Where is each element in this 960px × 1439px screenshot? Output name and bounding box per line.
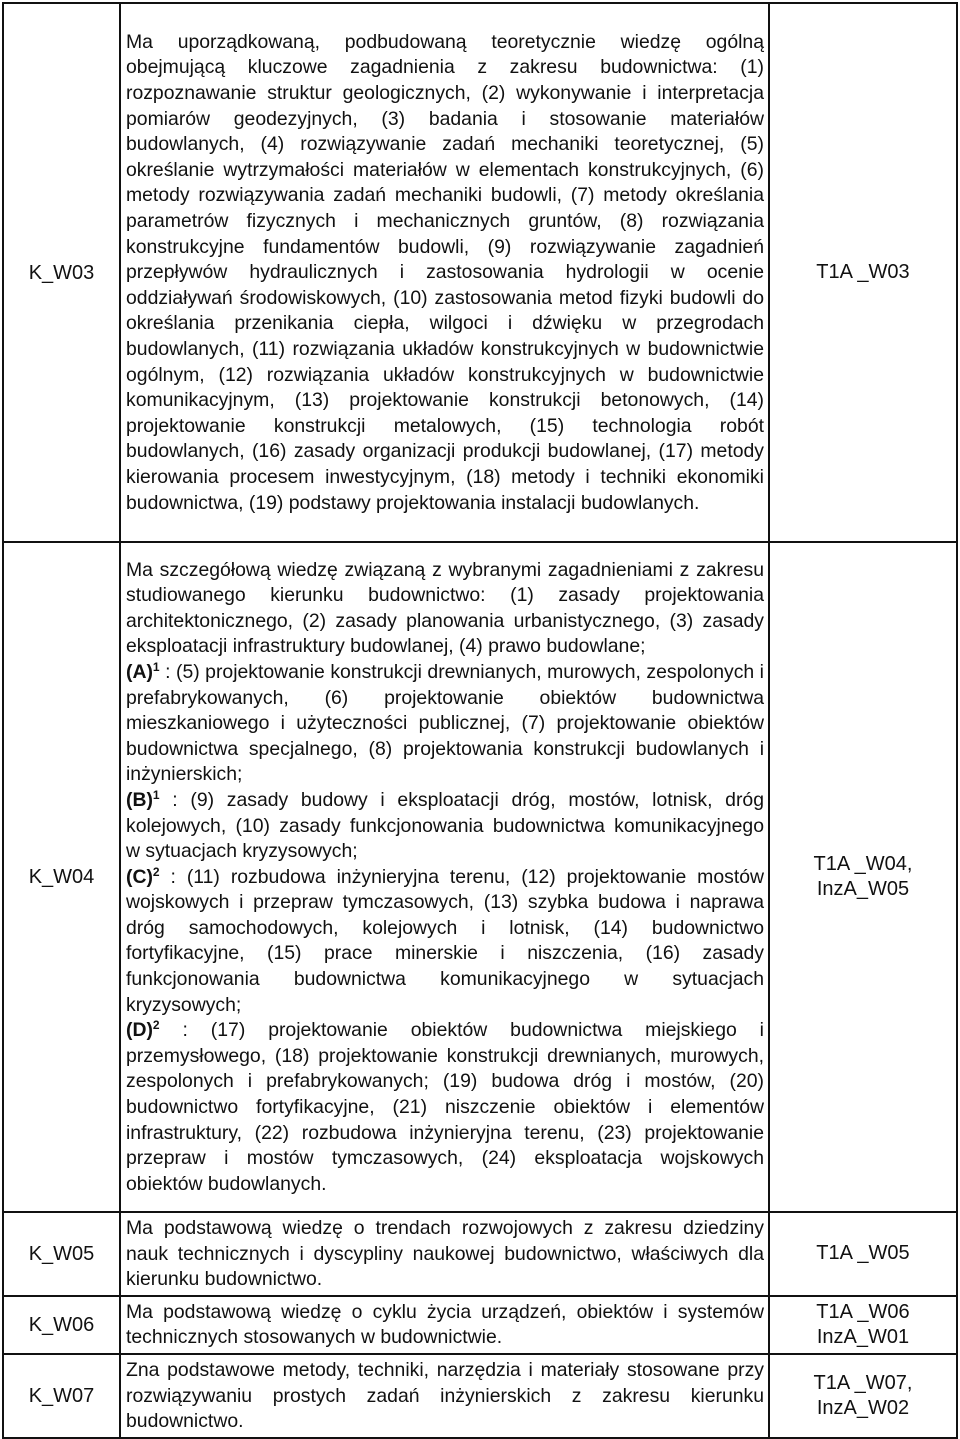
outcome-text: Zna podstawowe metody, techniki, narzędzia i materiały stosowane przy rozwiązywaniu prostych zadań inżynierskich z zakresu kierunku budownictwo. xyxy=(126,1358,764,1433)
reference-code: InzA_W01 xyxy=(816,1325,910,1348)
reference-code: InzA_W05 xyxy=(816,878,910,900)
outcome-text: Ma podstawową wiedzę o trendach rozwojowych z zakresu dziedziny nauk technicznych i dyscypliny naukowej budownictwo, właściwych dla kierunku budownictwo. xyxy=(126,1217,764,1291)
group-tag: (C) xyxy=(126,865,153,888)
reference-code: T1A _W05 xyxy=(816,1242,910,1265)
specialization-group xyxy=(126,865,764,1019)
table-row xyxy=(3,1354,957,1438)
group-footnote: 2 xyxy=(152,864,160,879)
reference-code: T1A _W06 xyxy=(816,1300,910,1323)
reference-code: T1A _W04, xyxy=(813,853,913,875)
outcome-description xyxy=(120,1212,769,1296)
outcome-code: K_W03 xyxy=(3,3,120,542)
specialization-group xyxy=(126,660,764,788)
group-footnote: 2 xyxy=(152,1018,160,1033)
outcome-description xyxy=(120,542,769,1212)
group-footnote: 1 xyxy=(152,659,160,674)
outcome-description xyxy=(120,1354,769,1438)
table-row xyxy=(3,1212,957,1296)
group-text: : (9) zasady budowy i eksploatacji dróg, mostów, lotnisk, dróg kolejowych, (10) zasady funkcjonowania budownictwa komunikacyjnego w sytuacjach kryzysowych; xyxy=(126,788,764,863)
outcome-text: Ma podstawową wiedzę o cyklu życia urządzeń, obiektów i systemów technicznych stosowanych w budownictwie. xyxy=(126,1300,764,1349)
outcome-code: K_W07 xyxy=(3,1354,120,1438)
group-tag: (D) xyxy=(126,1019,153,1042)
outcome-description xyxy=(120,3,769,542)
outcome-code: K_W05 xyxy=(3,1212,120,1296)
specialization-group xyxy=(126,788,764,865)
outcome-reference xyxy=(769,542,957,1212)
learning-outcomes-table xyxy=(2,2,958,1439)
table-row xyxy=(3,542,957,1212)
reference-code: T1A _W03 xyxy=(816,261,910,283)
outcome-reference xyxy=(769,1212,957,1296)
group-text: : (5) projektowanie konstrukcji drewnianych, murowych, zespolonych i prefabrykowanych, (6) projektowanie obiektów budownictwa mieszkaniowego i użyteczności publicznej, (7) projektowanie obiektów budownictwa specjalnego, (8) projektowania konstrukcji budowlanych i inżynierskich; xyxy=(126,660,764,786)
outcome-reference xyxy=(769,1354,957,1438)
table-row xyxy=(3,3,957,542)
group-text: : (11) rozbudowa inżynieryjna terenu, (12) projektowanie mostów wojskowych i przepraw tymczasowych, (13) szybka budowa i naprawa dróg samochodowych, kolejowych i lotnisk, (14) budownictwo fortyfikacyjne, (15) prace minerskie i niszczenia, (16) zasady funkcjonowania budownictwa komunikacyjnego w sytuacjach kryzysowych; xyxy=(126,865,764,1016)
group-tag: (B) xyxy=(126,788,153,811)
outcome-reference xyxy=(769,1296,957,1354)
reference-code: T1A _W07, xyxy=(813,1371,913,1394)
outcome-reference xyxy=(769,3,957,542)
group-tag: (A) xyxy=(126,660,153,683)
outcome-code: K_W06 xyxy=(3,1296,120,1354)
outcome-code: K_W04 xyxy=(3,542,120,1212)
table-row xyxy=(3,1296,957,1354)
group-text: : (17) projektowanie obiektów budownictwa miejskiego i przemysłowego, (18) projektowanie konstrukcji drewnianych, murowych, zespolonych i prefabrykowanych; (19) budowa dróg i mostów, (20) budownictwo fortyfikacyjne, (21) niszczenie obiektów i elementów infrastruktury, (22) rozbudowa inżynieryjna terenu, (23) projektowanie przepraw i mostów tymczasowych, (24) eksploatacja wojskowych obiektów budowlanych. xyxy=(126,1019,764,1195)
specialization-group xyxy=(126,1018,764,1197)
outcome-text: Ma uporządkowaną, podbudowaną teoretycznie wiedzę ogólną obejmującą kluczowe zagadnienia z zakresu budownictwa: (1) rozpoznawanie struktur geologicznych, (2) wykonywanie i interpretacja pomiarów geodezyjnych, (3) badania i stosowanie materiałów budowlanych, (4) rozwiązywanie zadań mechaniki teoretycznej, (5) określanie wytrzymałości materiałów w elementach konstrukcyjnych, (6) metody rozwiązywania zadań mechaniki budowli, (7) metody określania parametrów fizycznych i mechanicznych gruntów, (8) rozwiązania konstrukcyjne fundamentów budowli, (9) rozwiązywanie zagadnień przepływów hydraulicznych i zastosowania hydrologii w ocenie oddziaływań środowiskowych, (10) zastosowania metod fizyki budowli do określania przenikania ciepła, wilgoci i dźwięku w przegrodach budowlanych, (11) rozwiązania układów konstrukcyjnych w budownictwie ogólnym, (12) rozwiązania układów konstrukcyjnych w budownictwie komunikacyjnym, (13) projektowanie konstrukcji betonowych, (14) projektowanie konstrukcji metalowych, (15) technologia robót budowlanych, (16) zasady organizacji produkcji budowlanej, (17) metody kierowania procesem inwestycyjnym, (18) metody i techniki ekonomiki budownictwa, (19) podstawy projektowania instalacji budowlanych. xyxy=(126,30,764,514)
outcome-intro: Ma szczegółową wiedzę związaną z wybranymi zagadnieniami z zakresu studiowanego kierunku budownictwo: (1) zasady projektowania architektonicznego, (2) zasady planowania urbanistycznego, (3) zasady eksploatacji infrastruktury budowlanej, (4) prawo budowlane; xyxy=(126,558,764,658)
reference-code: InzA_W02 xyxy=(816,1396,910,1419)
group-footnote: 1 xyxy=(152,787,160,802)
outcome-description xyxy=(120,1296,769,1354)
